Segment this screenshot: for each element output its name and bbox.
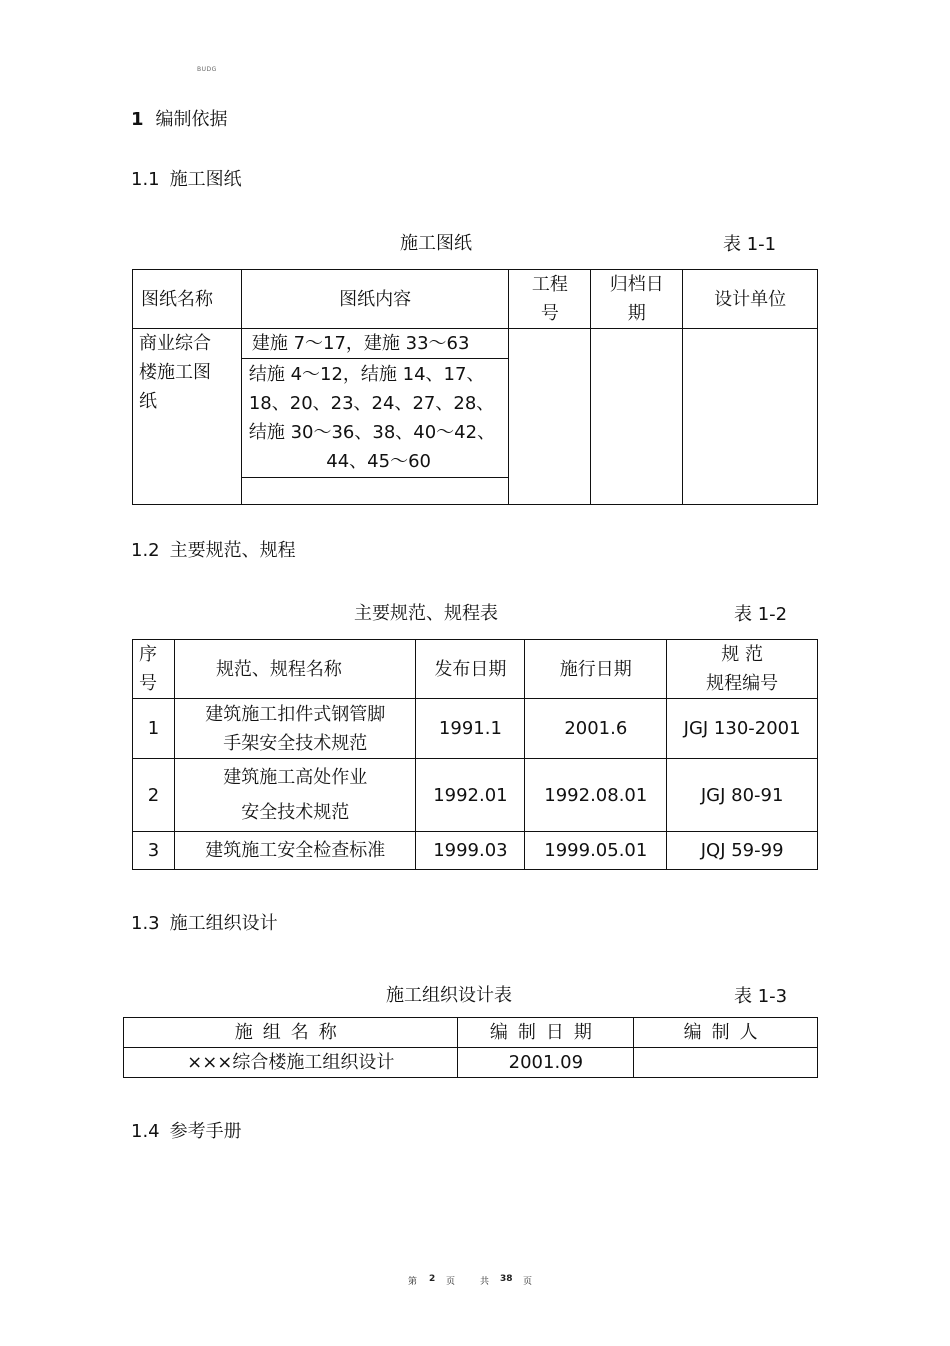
cell-line: 18、20、23、24、27、28、: [248, 393, 495, 414]
header-line: 规程编号: [706, 673, 779, 694]
cell-effective-date: 2001.6: [525, 699, 667, 759]
footer-page-number: [429, 1274, 435, 1284]
footer-total-suffix: 页: [523, 1277, 533, 1287]
drawings-table: [132, 269, 818, 505]
section-title: 参考手册: [169, 1121, 242, 1142]
cell-compiler: [634, 1048, 818, 1078]
cell-line: 结施 30～36、38、40～42、: [248, 422, 496, 443]
table-row: [133, 832, 818, 870]
cell-effective-date: 1992.08.01: [525, 759, 667, 832]
section-title: 编制依据: [155, 109, 228, 130]
header-line: 号: [540, 303, 559, 324]
table-row: [124, 1048, 818, 1078]
cell-compile-date: 2001.09: [458, 1048, 634, 1078]
cell-seq: 3: [133, 832, 175, 870]
header-archive-date: [591, 270, 683, 329]
footer-page-prefix: 第: [408, 1277, 418, 1287]
cell-standard-name: [174, 759, 416, 832]
table-row: [133, 699, 818, 759]
header-line: 期: [627, 303, 646, 324]
cell-content-structure: [241, 359, 509, 478]
header-drawing-content: 图纸内容: [241, 270, 509, 329]
cell-publish-date: 1999.03: [416, 832, 525, 870]
table-row: [133, 759, 818, 832]
section-number: 1.1: [131, 169, 160, 190]
cell-code: JGJ 130-2001: [667, 699, 818, 759]
standards-table: [132, 639, 818, 870]
cell-standard-name: [174, 832, 416, 870]
page-number: 2: [429, 1274, 436, 1284]
cell-line: 建筑施工扣件式钢管脚: [205, 703, 386, 725]
table-1-label: 表 1-1: [723, 234, 777, 255]
section-heading-1-2: [131, 536, 296, 562]
cell-content-architecture: 建施 7～17，建施 33～63: [241, 329, 509, 359]
header-project-no: [509, 270, 591, 329]
cell-publish-date: 1991.1: [416, 699, 525, 759]
section-number: 1.4: [131, 1121, 160, 1142]
table-2-caption: 主要规范、规程表: [354, 603, 498, 624]
header-code: [667, 640, 818, 699]
cell-standard-name: [174, 699, 416, 759]
header-standard-name: 规范、规程名称: [174, 640, 416, 699]
cell-design-unit: [683, 329, 818, 505]
header-line: 规 范: [721, 644, 763, 665]
footer-page-suffix: 页: [446, 1277, 456, 1287]
section-title: 施工图纸: [169, 169, 242, 190]
header-line: 工程: [531, 274, 568, 295]
total-pages: 38: [500, 1274, 513, 1284]
cell-code: JGJ 80-91: [667, 759, 818, 832]
section-heading-1-4: [131, 1117, 242, 1143]
section-number: 1.3: [131, 913, 160, 934]
watermark-text: BUDG: [197, 66, 217, 73]
header-compiler: 编制人: [634, 1018, 818, 1048]
table-1-caption: 施工图纸: [400, 233, 472, 254]
section-heading-1-1: [131, 165, 242, 191]
cell-drawing-name: [133, 329, 242, 505]
header-seq: [133, 640, 175, 699]
header-drawing-name: 图纸名称: [133, 270, 242, 329]
header-line: 归档日: [609, 274, 664, 295]
cell-design-name: ×××综合楼施工组织设计: [124, 1048, 458, 1078]
header-design-name: 施组名称: [124, 1018, 458, 1048]
header-effective-date: 施行日期: [525, 640, 667, 699]
cell-line: 安全技术规范: [241, 802, 350, 823]
table-3-caption: 施工组织设计表: [386, 985, 512, 1006]
cell-effective-date: 1999.05.01: [525, 832, 667, 870]
section-title: 施工组织设计: [169, 913, 278, 934]
cell-line: 纸: [139, 391, 157, 412]
cell-archive-date: [591, 329, 683, 505]
section-heading-1: [131, 105, 228, 131]
cell-line: 44、45～60: [326, 451, 431, 472]
section-title: 主要规范、规程: [169, 540, 296, 561]
construction-design-table: [123, 1017, 818, 1078]
cell-line: 建筑施工安全检查标准: [205, 840, 386, 861]
header-line: 序: [139, 644, 157, 665]
cell-line: 手架安全技术规范: [223, 732, 368, 754]
section-number: 1.2: [131, 540, 160, 561]
cell-project-no: [509, 329, 591, 505]
table-3-label: 表 1-3: [734, 986, 788, 1007]
cell-empty: [241, 478, 509, 505]
table-2-label: 表 1-2: [734, 604, 788, 625]
header-design-unit: 设计单位: [683, 270, 818, 329]
cell-publish-date: 1992.01: [416, 759, 525, 832]
footer-total-prefix: 共: [480, 1277, 490, 1287]
header-compile-date: 编制日期: [458, 1018, 634, 1048]
cell-line: 建筑施工高处作业: [223, 767, 368, 788]
cell-line: 商业综合: [139, 333, 211, 354]
section-heading-1-3: [131, 909, 278, 935]
cell-line: 楼施工图: [139, 362, 211, 383]
header-line: 号: [139, 673, 157, 694]
cell-code: JQJ 59-99: [667, 832, 818, 870]
cell-line: 结施 4～12，结施 14、17、: [248, 364, 485, 385]
cell-seq: 1: [133, 699, 175, 759]
section-number: 1: [131, 109, 144, 130]
footer-total-pages: [500, 1274, 513, 1284]
header-publish-date: 发布日期: [416, 640, 525, 699]
cell-seq: 2: [133, 759, 175, 832]
